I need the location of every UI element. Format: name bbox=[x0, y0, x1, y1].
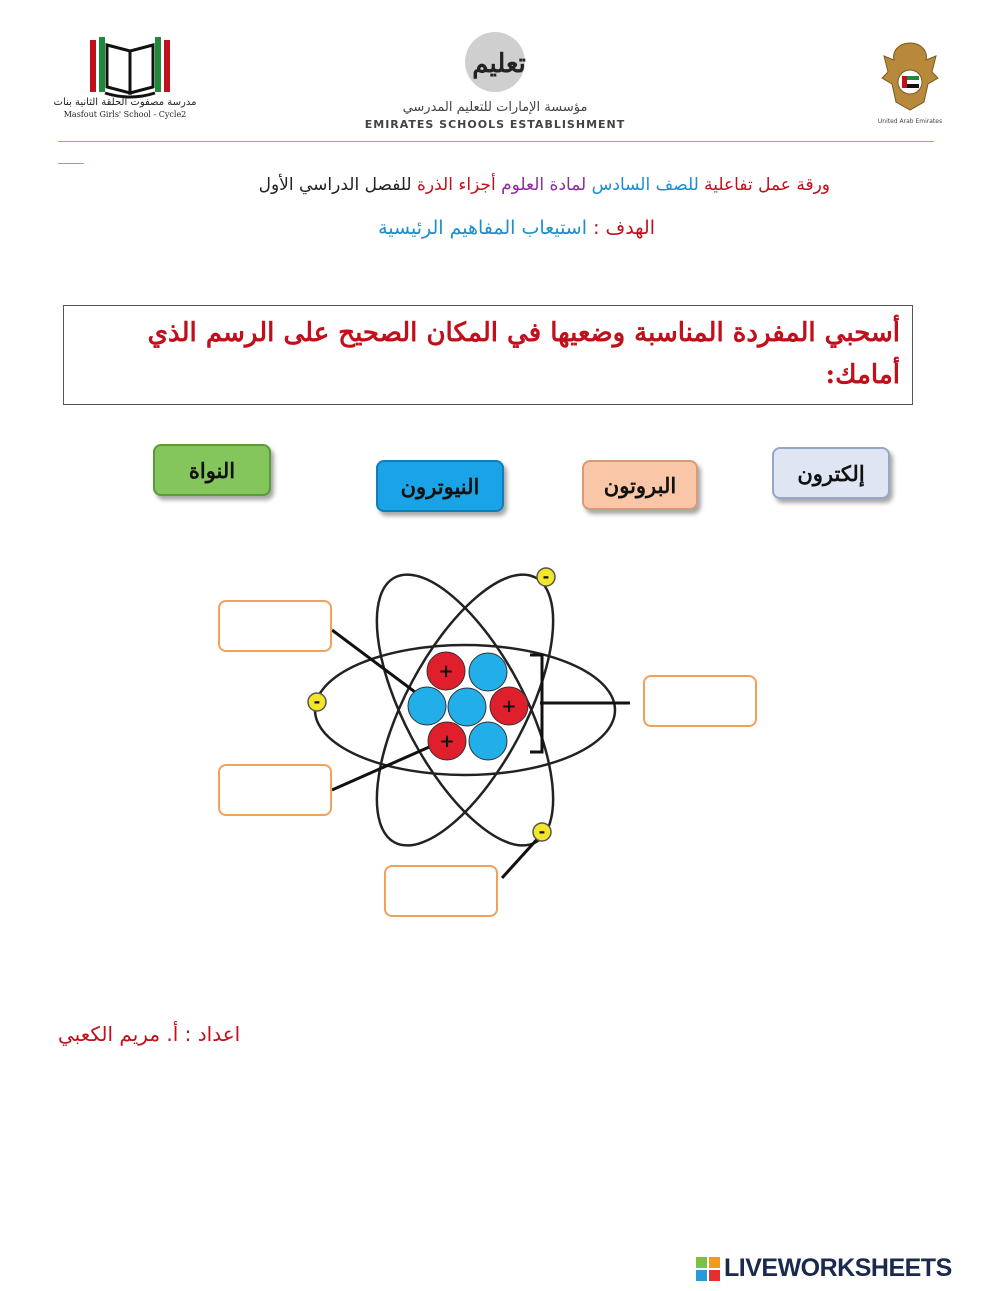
electron-sign: - bbox=[538, 822, 546, 841]
title-part-worksheet: ورقة عمل تفاعلية bbox=[704, 175, 830, 195]
school-name-english: Masfout Girls' School - Cycle2 bbox=[63, 110, 187, 119]
title-part-subject: لمادة العلوم bbox=[501, 175, 587, 195]
uae-emblem-icon bbox=[878, 38, 942, 118]
liveworksheets-icon bbox=[696, 1257, 720, 1281]
drop-box-nucleus[interactable] bbox=[643, 675, 757, 727]
neutron-particle bbox=[448, 688, 486, 726]
ese-logo-word: تعليم bbox=[472, 49, 526, 79]
drop-box-electron[interactable] bbox=[384, 865, 498, 917]
goal-label: الهدف : bbox=[593, 217, 655, 239]
electron-sign: - bbox=[313, 692, 321, 711]
neutron-particle bbox=[469, 722, 507, 760]
electron-sign: - bbox=[542, 567, 550, 586]
goal-text: استيعاب المفاهيم الرئيسية bbox=[378, 217, 588, 239]
neutron-particle bbox=[408, 687, 446, 725]
card-electron[interactable]: إلكترون bbox=[772, 447, 890, 499]
liveworksheets-brand[interactable] bbox=[696, 1254, 952, 1283]
proton-sign: + bbox=[501, 696, 517, 717]
worksheet-title bbox=[259, 175, 830, 195]
instruction-box bbox=[63, 305, 913, 405]
school-name-arabic: مدرسة مصفوت الحلقة الثانية بنات bbox=[53, 97, 197, 108]
brand-text: LIVEWORKSHEETS bbox=[724, 1254, 952, 1282]
proton-sign: + bbox=[438, 661, 454, 682]
card-neutron[interactable]: النيوترون bbox=[376, 460, 504, 512]
card-proton[interactable]: البروتون bbox=[582, 460, 698, 510]
uae-label: United Arab Emirates bbox=[877, 118, 943, 125]
ese-name-english: EMIRATES SCHOOLS ESTABLISHMENT bbox=[364, 118, 626, 131]
neutron-particle bbox=[469, 653, 507, 691]
header-divider-tail bbox=[58, 163, 84, 164]
author-credit: اعداد : أ. مريم الكعبي bbox=[58, 1022, 241, 1046]
ese-logo bbox=[455, 22, 535, 102]
drop-box-upper-left[interactable] bbox=[218, 600, 332, 652]
goal-line bbox=[378, 217, 655, 239]
header-divider bbox=[58, 141, 934, 142]
title-part-term: للفصل الدراسي الأول bbox=[258, 175, 412, 195]
instruction-text: أسحبي المفردة المناسبة وضعيها في المكان الصحيح على الرسم الذي أمامك: bbox=[147, 318, 900, 390]
card-nucleus[interactable]: النواة bbox=[153, 444, 271, 496]
title-part-grade: للصف السادس bbox=[591, 175, 699, 195]
drop-box-lower-left[interactable] bbox=[218, 764, 332, 816]
ese-name-arabic: مؤسسة الإمارات للتعليم المدرسي bbox=[402, 100, 588, 115]
atom-diagram bbox=[290, 560, 630, 880]
proton-sign: + bbox=[439, 731, 455, 752]
title-part-topic: أجزاء الذرة bbox=[417, 175, 496, 195]
